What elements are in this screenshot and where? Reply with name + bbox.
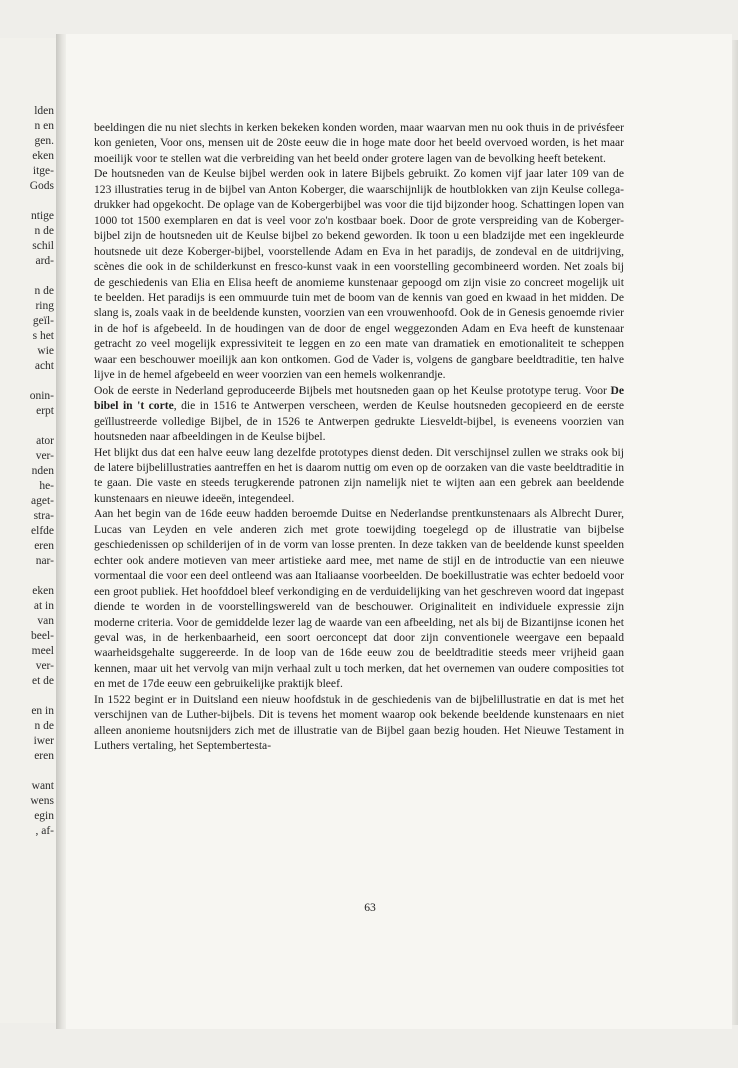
left-fragment-line	[30, 764, 54, 779]
left-fragment-line: aget-	[31, 495, 54, 507]
left-fragment-line: n en	[34, 120, 54, 132]
left-fragment-line: , af-	[35, 825, 54, 837]
left-fragment-line	[30, 689, 54, 704]
left-fragment-line: erpt	[36, 405, 54, 417]
left-fragment-line: at in	[33, 600, 54, 612]
left-fragment-line: schil	[32, 240, 54, 252]
left-fragment-line: van	[37, 615, 54, 627]
left-fragment-line: n de	[34, 720, 54, 732]
left-fragment-line: ntige	[31, 210, 54, 222]
left-fragment-line: meel	[31, 645, 54, 657]
left-fragment-line: onin-	[29, 390, 54, 402]
left-fragment-line: ver-	[35, 450, 54, 462]
left-fragment-line: lden	[34, 105, 54, 117]
left-fragment-line: n de	[34, 285, 54, 297]
left-fragment-line: eren	[34, 750, 54, 762]
left-page-text-fragments	[30, 104, 54, 839]
left-fragment-line	[30, 269, 54, 284]
left-fragment-line: en in	[31, 705, 54, 717]
left-fragment-line: wens	[30, 795, 54, 807]
left-fragment-line: Gods	[29, 180, 54, 192]
paragraph-6: In 1522 begint er in Duitsland een nieuw hoofdstuk in de geschiedenis van de bijbelillustratie en dat is met het verschijnen van de Luther-bijbels. Dit is tevens het moment waarop ook bekende beeldende kunstenaars en niet alleen anonieme houtsnijders zich met de illustratie van de Bijbel gaan bezig houden. Het Nieuwe Testament in Luthers vertaling, het Septembertesta-	[94, 692, 624, 753]
left-fragment-line: iwer	[33, 735, 54, 747]
left-fragment-line: elfde	[31, 525, 54, 537]
left-fragment-line: stra-	[33, 510, 54, 522]
paragraph-3-end: , die in 1516 te Antwerpen verscheen, werden de Keulse houtsneden gecopieerd en de eerste geïllustreerde volledige Bijbel, de in 1526 te Antwerpen gedrukte Liesveldt-bijbel, is eveneens voorzien van houtsneden naar afbeeldingen in de Keulse bijbel.	[94, 399, 624, 444]
left-fragment-line: ator	[36, 435, 54, 447]
left-fragment-line	[30, 419, 54, 434]
left-fragment-line: nden	[31, 465, 54, 477]
left-fragment-line: eken	[32, 585, 54, 597]
left-page-edge	[0, 38, 58, 1023]
left-fragment-line	[30, 194, 54, 209]
left-fragment-line: eren	[34, 540, 54, 552]
left-fragment-line: geïl-	[32, 315, 54, 327]
page-number: 63	[364, 901, 376, 914]
left-fragment-line: et de	[31, 675, 54, 687]
left-fragment-line: want	[31, 780, 54, 792]
left-fragment-line: egin	[34, 810, 54, 822]
paragraph-4: Het blijkt dus dat een halve eeuw lang dezelfde prototypes dienst deden. Dit verschijnsel zullen we straks ook bij de latere bijbelillustraties aantreffen en het is daarom nuttig om even op de oorzaken van die vaste beeldtraditie in te gaan. Die vaste en steeds terugkerende patronen zijn namelijk niet te wijten aan een gebrek aan beeldende kunstenaars en nieuwe ideeën, integendeel.	[94, 445, 624, 505]
left-fragment-line: gen.	[34, 135, 54, 147]
left-fragment-line	[30, 374, 54, 389]
left-fragment-line: ard-	[35, 255, 54, 267]
left-fragment-line: ver-	[35, 660, 54, 672]
left-fragment-line: acht	[34, 360, 54, 372]
paragraph-1: beeldingen die nu niet slechts in kerken bekeken konden worden, maar waarvan men nu ook thuis in de privésfeer kon genieten, Voor ons, mensen uit de 20ste eeuw die in hoge mate door het beeld overvoed worden, is het maar moeilijk voor te stellen wat die verbreiding van het beeld onder grotere lagen van de bevolking heeft betekent.	[94, 121, 624, 165]
left-fragment-line: beel-	[31, 630, 54, 642]
left-fragment-line: ring	[35, 300, 54, 312]
left-fragment-line: eken	[32, 150, 54, 162]
left-fragment-line: he-	[39, 480, 54, 492]
paragraph-3	[94, 383, 624, 445]
body-text	[94, 120, 624, 754]
left-fragment-line: n de	[34, 225, 54, 237]
paragraph-5: Aan het begin van de 16de eeuw hadden beroemde Duitse en Nederlandse prentkunstenaars als Albrecht Durer, Lucas van Leyden en vele anderen zich met grote toewijding toegelegd op de illustratie van bijbelse geschiedenissen op schilderijen of in de vorm van losse prenten. In deze takken van de beeldende kunst speelden echter ook andere motieven van meer artistieke aard mee, met name de stijl en de introductie van een nieuwe vormentaal die voor een deel ontleend was aan Italiaanse voorbeelden. De boekillustratie was echter bedoeld voor een groot publiek. Het hoofddoel bleef verkondiging en de verduidelijking van het geschreven woord dat ingepast diende te worden in de voorstellingswereld van de beschouwer. Originaliteit en individuele expressie zijn moderne criteria. Voor de gemiddelde lezer lag de waarde van een afbeelding, net als bij de Bizantijnse iconen het geval was, in de herkenbaarheid, een soort oerconcept dat door zijn conventionele weergave een bepaald waarheidsgehalte suggereerde. In de loop van de 16de eeuw zou de beeldtraditie steeds meer vrijheid gaan kennen, maar uit het vervolg van mijn verhaal zult u toch merken, dat het overnemen van oudere composities tot en met de 17de eeuw een gebruikelijke praktijk bleef.	[94, 507, 624, 691]
paragraph-2: De houtsneden van de Keulse bijbel werden ook in latere Bijbels gebruikt. Zo komen vijf jaar later 109 van de 123 illustraties terug in de bijbel van Anton Koberger, die waarschijnlijk de houtblokken van zijn Keulse collega-drukker had opgekocht. De oplage van de Kobergerbijbel was voor die tijd bijzonder hoog. Schattingen lopen van 1000 tot 1500 exemplaren en dat is veel voor zo'n kostbaar boek. Door de grote verspreiding van de Koberger-bijbel zijn de houtsneden uit de Keulse bijbel zo bekend geworden. Ik toon u een bladzijde met een ingekleurde houtsnede uit deze Koberger-bijbel, voorstellende Adam en Eva in het paradijs, de zondeval en de uitdrijving, scènes die ook in de schilderkunst en fresco-kunst vaak in een voorstelling gecombineerd worden. Net zoals bij de geschiedenis van Elia en Elisa heeft de anomieme kunstenaar gepoogd om zijn visie zo concreet mogelijk uit te beelden. Het paradijs is een ommuurde tuin met de boom van de kennis van goed en kwaad in het midden. De slang is, zoals vaak in de beeldende kunsten, voorzien van een vrouwenhoofd. Ook de in Genesis genoemde rivier in de hof is afgebeeld. In de houdingen van de door de engel weggezonden Adam en Eva heeft de kunstenaar getracht zo veel mogelijk expressiviteit te leggen en zo een mate van dramatiek en emotionaliteit te scheppen waar een beschouwer moeilijk aan kon ontkomen. God de Vader is, volgens de gangbare beeldtraditie, ten halve lijve in de hemel afgebeeld en weer voorzien van een hemels wolkenrandje.	[94, 167, 624, 382]
left-fragment-line	[30, 569, 54, 584]
book-title-bold: De bibel in 't corte	[94, 383, 624, 413]
paragraph-3-start: Ook de eerste in Nederland geproduceerde Bijbels met houtsneden gaan op het Keulse prototype terug. Voor	[94, 383, 611, 397]
right-page-edge	[732, 40, 738, 1025]
left-fragment-line: s het	[32, 330, 54, 342]
left-fragment-line: wie	[37, 345, 54, 357]
left-fragment-line: itge-	[32, 165, 54, 177]
left-fragment-line: nar-	[35, 555, 54, 567]
